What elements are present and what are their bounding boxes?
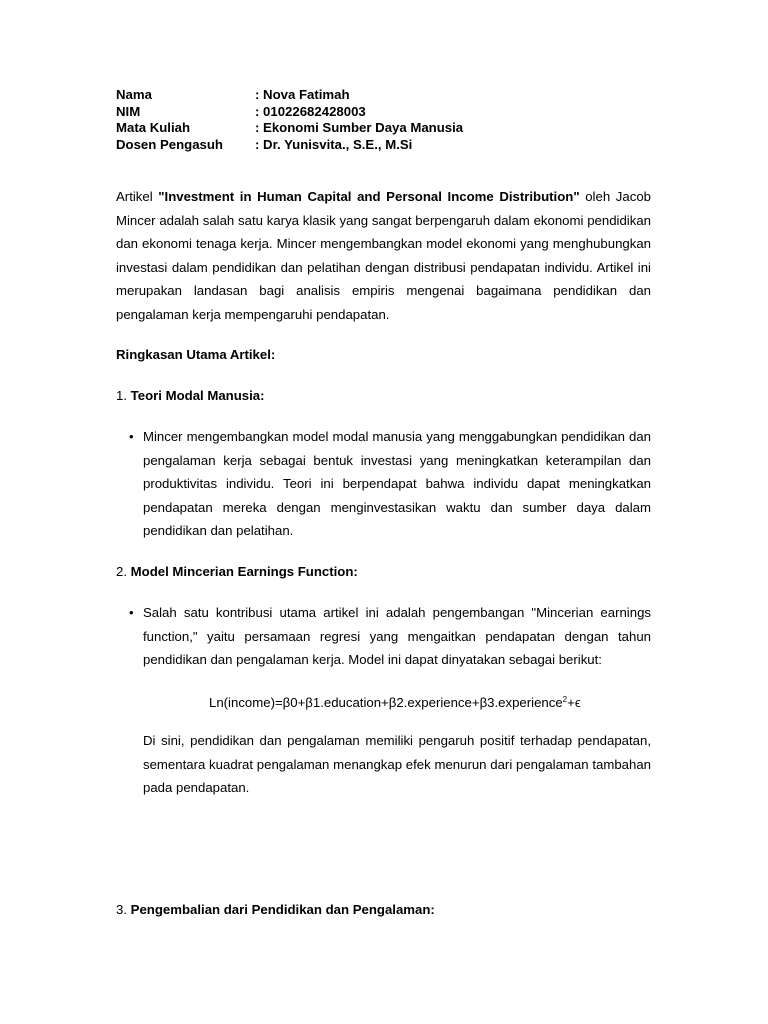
intro-pre: Artikel bbox=[116, 189, 159, 204]
bullet-icon: • bbox=[129, 429, 134, 444]
bullet-icon: • bbox=[129, 605, 134, 620]
section-title: Teori Modal Manusia: bbox=[130, 388, 265, 403]
section-1-heading bbox=[116, 384, 651, 408]
header-row-nama bbox=[116, 87, 463, 104]
header-row-nim bbox=[116, 104, 463, 121]
summary-heading: Ringkasan Utama Artikel: bbox=[116, 347, 276, 362]
section-number: 1. bbox=[116, 388, 131, 403]
bullet-text: Salah satu kontribusi utama artikel ini adalah pengembangan "Mincerian earnings function," yaitu persamaan regresi yang mengaitkan pendapatan dengan tahun pendidikan dan pengalaman kerja. Model ini dapat dinyatakan sebagai berikut: bbox=[143, 605, 651, 667]
header-row-mata-kuliah bbox=[116, 120, 463, 137]
header-label: Mata Kuliah bbox=[116, 120, 191, 135]
intro-body: oleh Jacob Mincer adalah salah satu karya klasik yang sangat berpengaruh dalam ekonomi pendidikan dan ekonomi tenaga kerja. Mincer mengembangkan model ekonomi yang menghubungkan investasi dalam pendidikan dan pelatihan dengan distribusi pendapatan individu. Artikel ini merupakan landasan bagi analisis empiris mengenai bagaimana pendidikan dan pengalaman kerja mempengaruhi pendapatan. bbox=[116, 189, 651, 322]
section-number: 3. bbox=[116, 902, 131, 917]
header-label: NIM bbox=[116, 103, 141, 119]
header-label: Nama bbox=[116, 87, 152, 102]
bullet-text: Mincer mengembangkan model modal manusia yang menggabungkan pendidikan dan pengalaman kerja sebagai bentuk investasi yang meningkatkan keterampilan dan produktivitas individu. Teori ini berpendapat bahwa individu dapat meningkatkan pendapatan mereka dengan menginvestasikan waktu dan sumber daya dalam pendidikan dan pelatihan. bbox=[143, 429, 651, 538]
article-title: "Investment in Human Capital and Personal Income Distribution" bbox=[158, 189, 580, 204]
section-2-bullet bbox=[129, 601, 651, 672]
mincer-equation bbox=[209, 690, 581, 713]
header-row-dosen bbox=[116, 137, 463, 154]
intro-paragraph bbox=[116, 185, 651, 326]
section-title: Model Mincerian Earnings Function: bbox=[130, 564, 358, 579]
header-value: : Nova Fatimah bbox=[255, 87, 350, 102]
section-number: 2. bbox=[116, 564, 131, 579]
section-3-heading bbox=[116, 898, 651, 922]
equation-main: Ln(income)=β0+β1.education+β2.experience+β3.experience bbox=[209, 695, 563, 710]
equation-explanation: Di sini, pendidikan dan pengalaman memiliki pengaruh positif terhadap pendapatan, sementara kuadrat pengalaman menangkap efek menurun dari pengalaman tambahan pada pendapatan. bbox=[143, 733, 651, 795]
section-title: Pengembalian dari Pendidikan dan Pengalaman: bbox=[130, 902, 435, 917]
section-1-bullet bbox=[129, 425, 651, 543]
header-value: : 01022682428003 bbox=[255, 103, 366, 119]
section-2-heading bbox=[116, 560, 651, 584]
header-value: : Ekonomi Sumber Daya Manusia bbox=[255, 120, 464, 135]
header-label: Dosen Pengasuh bbox=[116, 136, 223, 152]
equation-exponent: 2 bbox=[562, 695, 568, 704]
header-value: : Dr. Yunisvita., S.E., M.Si bbox=[255, 136, 413, 152]
equation-error-term: +ϵ bbox=[567, 695, 581, 710]
student-info-header bbox=[116, 87, 463, 153]
